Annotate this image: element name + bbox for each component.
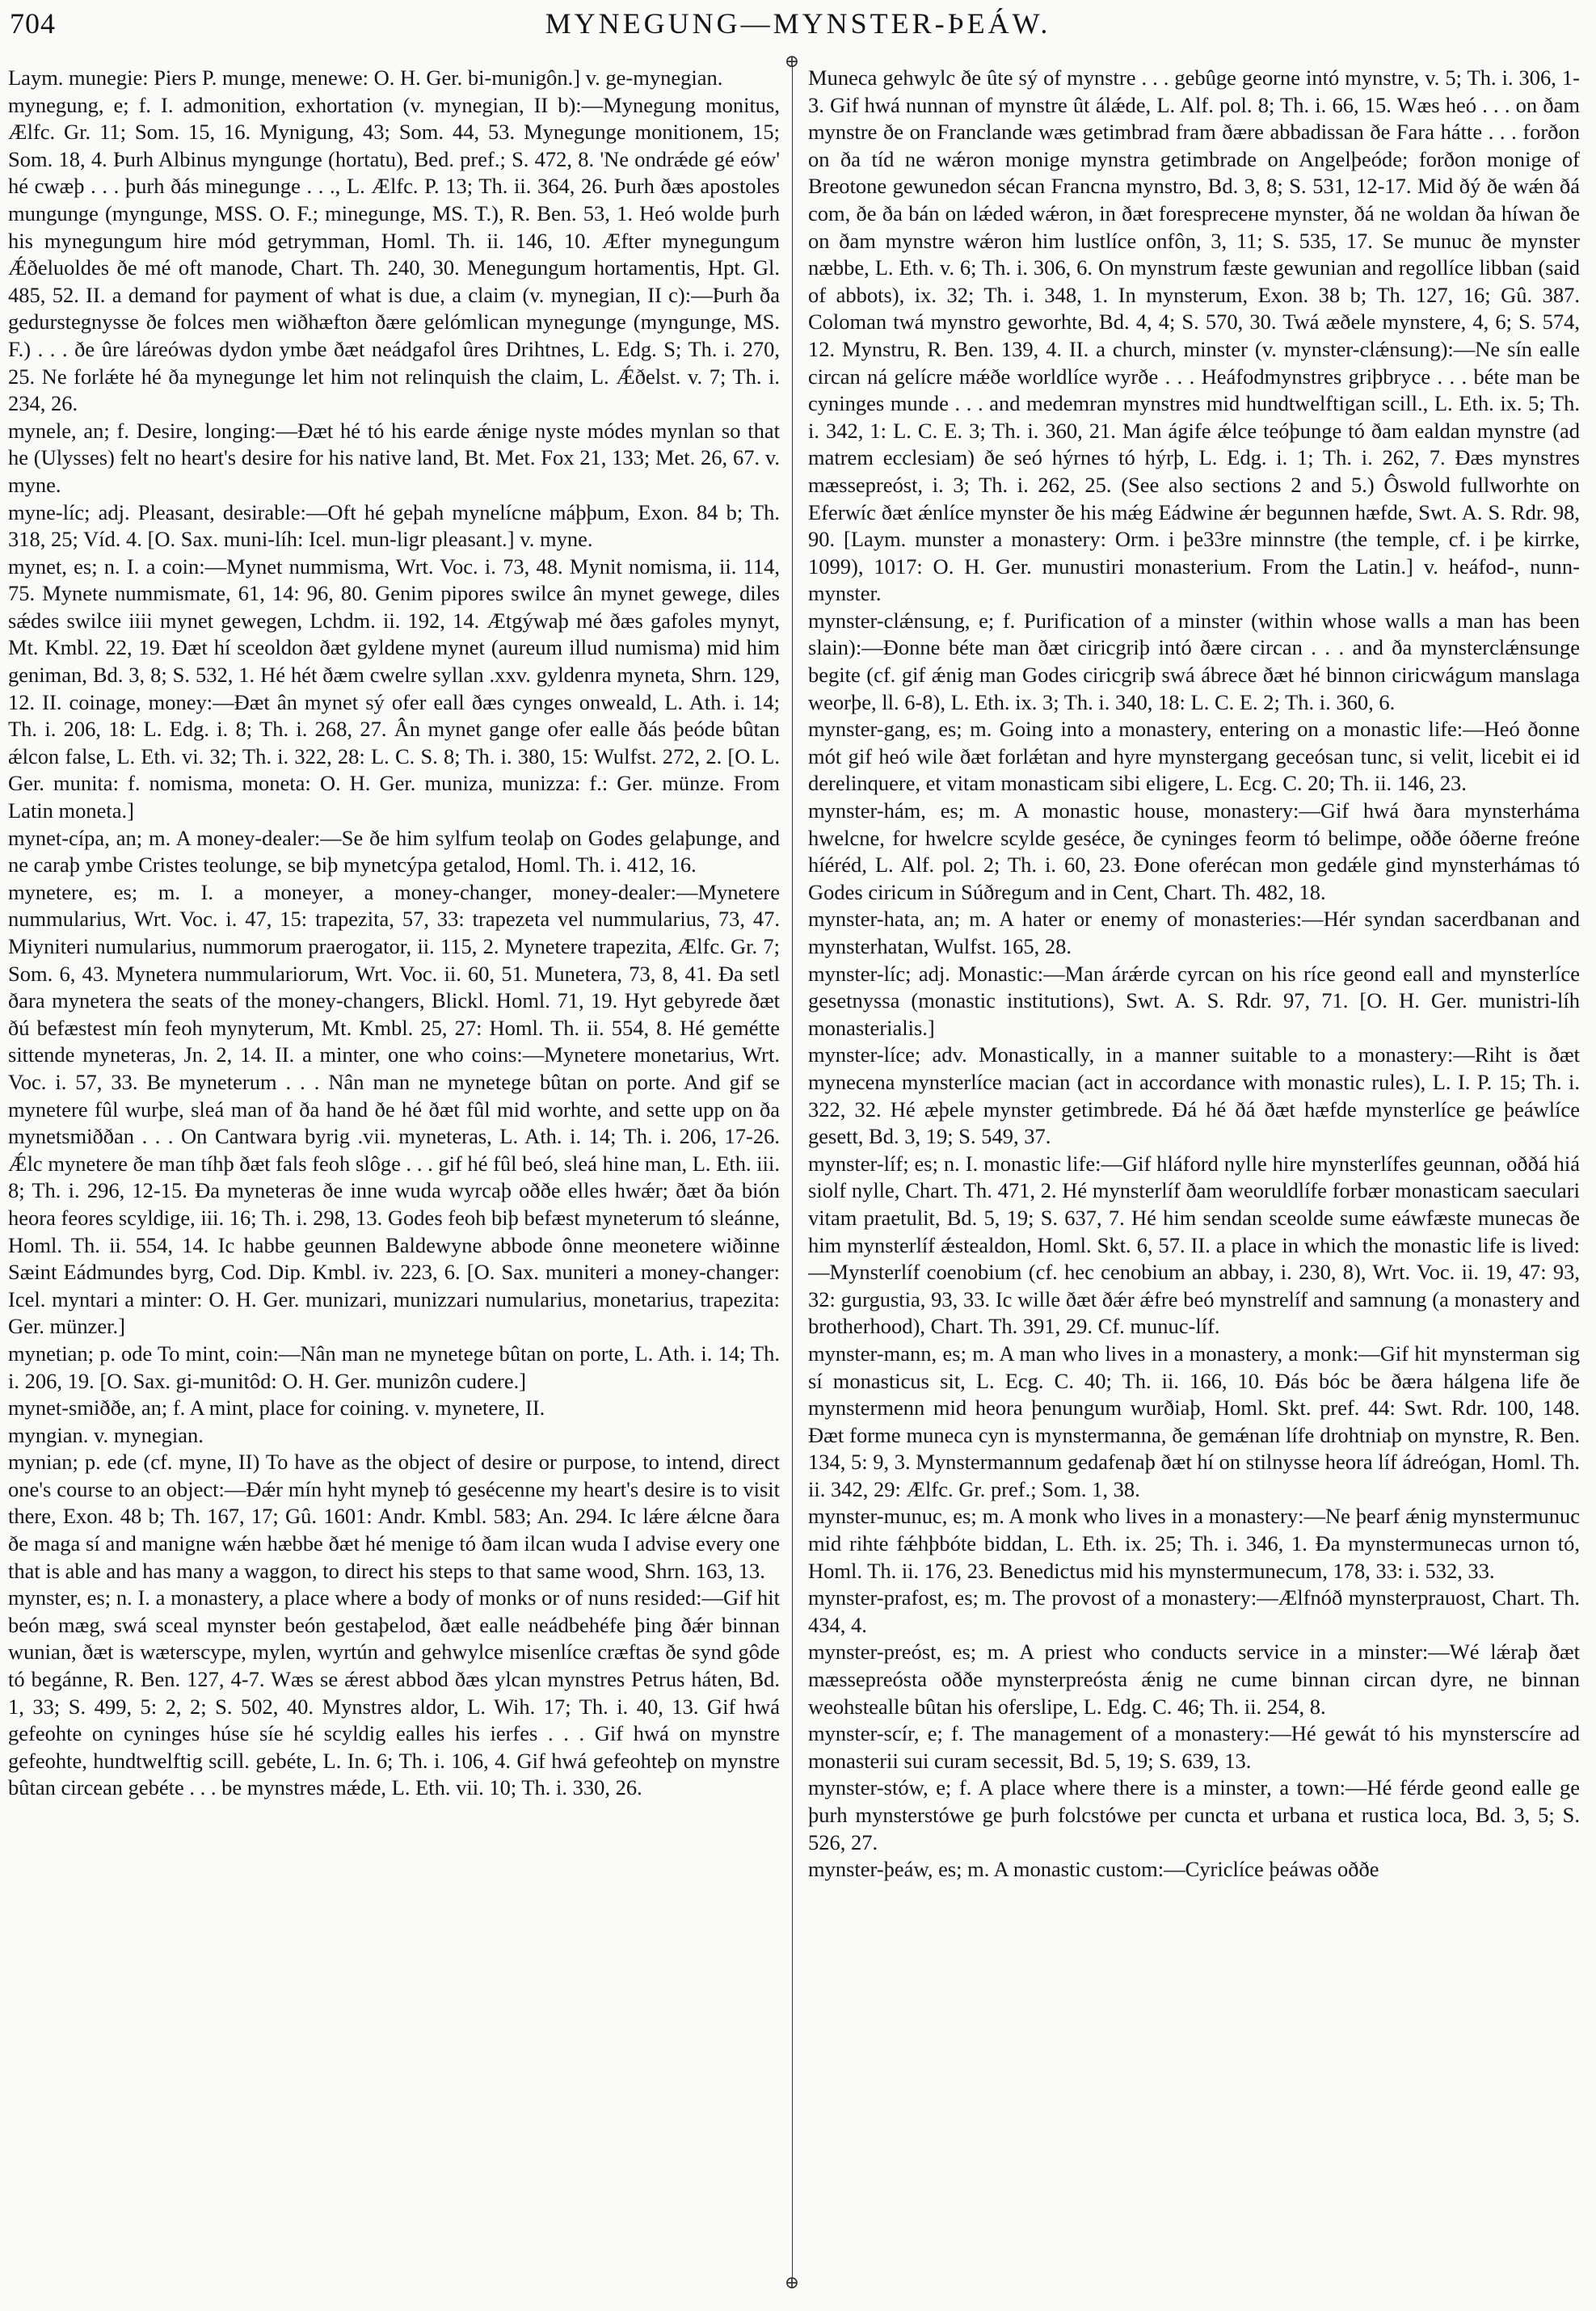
dictionary-entry: myne-líc; adj. Pleasant, desirable:—Oft hé geþah mynelícne máþþum, Exon. 84 b; Th. 318, 25; Víd. 4. [O. Sax. muni-líh: Icel. mun-ligr pleasant.] v. myne. [8, 499, 780, 552]
ornament-bottom-icon: ⊕ [784, 2272, 800, 2292]
dictionary-entry: mynet, es; n. I. a coin:—Mynet nummisma, Wrt. Voc. i. 73, 48. Mynit nomisma, ii. 114, 75. Mynete nummismate, 61, 14: 96, 80. Genim pipores swilce ân mynet gewege, diles sǽdes swilce iiii mynet gewegen, Lchdm. ii. 192, 14. Ætgýwaþ mé ðæs gafoles mynyt, Mt. Kmbl. 22, 19. Ðæt hí sceoldon ðæt gyldene mynet (aureum illud numisma) mid him geniman, Bd. 3, 8; S. 532, 1. Hé hét ðæm cwelre syllan .xxv. gyldenra myneta, Shrn. 129, 12. II. coinage, money:—Ðæt ân mynet sý ofer eall ðæs cynges onweald, L. Ath. i. 14; Th. i. 206, 18: L. Edg. i. 8; Th. i. 268, 27. Ân mynet gange ofer ealle ðás þeóde bûtan ǽlcon false, L. Eth. vi. 32; Th. i. 322, 28: L. C. S. 8; Th. i. 380, 15: Wulfst. 272, 2. [O. L. Ger. munita: f. nomisma, moneta: O. H. Ger. muniza, munizza: f.: Ger. münze. From Latin moneta.] [8, 554, 780, 823]
dictionary-entry: Laym. munegie: Piers P. munge, menewe: O. H. Ger. bi-munigôn.] v. ge-mynegian. [8, 65, 723, 90]
running-head: MYNEGUNG—MYNSTER-ÞEÁW. [545, 7, 1051, 40]
dictionary-entry: mynster-líf; es; n. I. monastic life:—Gif hláford nylle hire mynsterlífes geunnan, oððá hiá siolf nylle, Chart. Th. 471, 2. Hé mynsterlíf ðam weoruldlífe forbær monasticam saeculari vitam praetulit, Bd. 5, 19; S. 637, 7. Hé him sendan sceolde sume eáwfæste munecas ðe him mynsterlíf ǽstealdon, Homl. Skt. 6, 57. II. a place in which the monastic life is lived:—Mynsterlíf coenobium (cf. hec cenobium an abbay, i. 230, 8), Wrt. Voc. ii. 19, 47: 93, 32: gurgustia, 93, 33. Ic wille ðæt ðǽr ǽfre beó mynstrelíf and samnung (a monastery and brotherhood), Chart. Th. 391, 29. Cf. munuc-líf. [808, 1151, 1580, 1339]
ornament-top-icon: ⊕ [784, 51, 800, 71]
left-column [8, 65, 780, 2299]
dictionary-entry: mynster-líce; adv. Monastically, in a manner suitable to a monastery:—Riht is ðæt mynecena mynsterlíce macian (act in accordance with monastic rules), L. I. P. 15; Th. i. 322, 32. Hé æþele mynster getimbrede. Ðá hé ðá ðæt hæfde mynsterlíce ge þeáwlíce gesett, Bd. 3, 19; S. 549, 37. [808, 1042, 1580, 1149]
dictionary-entry: mynster-scír, e; f. The management of a monastery:—Hé gewát tó his mynsterscíre ad monasterii sui curam secessit, Bd. 5, 19; S. 639, 13. [808, 1721, 1580, 1773]
right-column [808, 65, 1580, 2299]
dictionary-entry: mynet-cípa, an; m. A money-dealer:—Se ðe him sylfum teolaþ on Godes gelaþunge, and ne caraþ ymbe Cristes teolunge, se biþ mynetcýpa getalod, Homl. Th. i. 412, 16. [8, 825, 780, 878]
dictionary-entry: mynster-gang, es; m. Going into a monastery, entering on a monastic life:—Heó ðonne mót gif heó wile ðæt forlǽtan and hyre mynstergang geceósan tunc, si velit, licebit ei id derelinquere, et vitam monasticam sibi eligere, L. Ecg. C. 20; Th. ii. 146, 23. [808, 717, 1580, 796]
dictionary-entry: mynetere, es; m. I. a moneyer, a money-changer, money-dealer:—Mynetere nummularius, Wrt. Voc. i. 47, 15: trapezita, 57, 33: trapezeta vel nummularius, 73, 47. Miyniteri numularius, nummorum praerogator, ii. 115, 2. Mynetere trapezita, Ælfc. Gr. 7; Som. 6, 43. Mynetera nummulariorum, Wrt. Voc. ii. 60, 51. Munetera, 73, 8, 41. Ða setl ðara mynetera the seats of the money-changers, Blickl. Homl. 71, 19. Hyt gebyrede ðæt ðú befæstest mín feoh mynyterum, Mt. Kmbl. 25, 27: Homl. Th. ii. 554, 8. Hé gemétte sittende myneteras, Jn. 2, 14. II. a minter, one who coins:—Mynetere monetarius, Wrt. Voc. i. 57, 33. Be myneterum . . . Nân man ne mynetege bûtan on porte. And gif se mynetere fûl wurþe, sleá man of ða hand ðe hé ðæt fûl mid worhte, and sette upp on ða mynetsmiððan . . . On Cantwara byrig .vii. myneteras, L. Ath. i. 14; Th. i. 206, 17-26. Ǽlc mynetere ðe man tíhþ ðæt fals feoh slôge . . . gif hé fûl beó, sleá hine man, L. Eth. iii. 8; Th. i. 296, 12-15. Ða myneteras ðe inne wuda wyrcaþ oððe elles hwǽr; ðæt ða bión heora feores scyldige, iii. 16; Th. i. 298, 13. Godes feoh biþ befæst myneterum tó sleánne, Homl. Th. ii. 554, 14. Ic habbe geunnen Baldewyne abbode ônne meonetere wiðinne Sæint Eádmundes byrg, Cod. Dip. Kmbl. iv. 223, 6. [O. Sax. muniteri a money-changer: Icel. myntari a minter: O. H. Ger. munizari, munizzari numularius, monetarius, trapezita: Ger. münzer.] [8, 879, 780, 1339]
dictionary-entry: mynster-þeáw, es; m. A monastic custom:—Cyriclíce þeáwas oððe [808, 1857, 1379, 1882]
dictionary-entry: myngian. v. mynegian. [8, 1422, 204, 1447]
dictionary-entry: mynster-stów, e; f. A place where there is a minster, a town:—Hé férde geond ealle ge þurh mynsterstówe ge þurh folcstówe per cuncta et urbana et rustica loca, Bd. 3, 5; S. 526, 27. [808, 1775, 1580, 1854]
dictionary-entry: mynster-mann, es; m. A man who lives in a monastery, a monk:—Gif hit mynsterman sig sí monasticus sit, L. Ecg. C. 40; Th. ii. 166, 10. Ðás bóc be ðæra hálgena life ðe mynstermenn mid heora þenungum wurðiaþ, Homl. Skt. pref. 44: Swt. Rdr. 100, 148. Ðæt forme muneca cyn is mynstermanna, ðe gemǽnan lífe drohtniaþ on mynstre, R. Ben. 134, 5: 9, 3. Mynstermannum gedafenaþ ðæt hí on stilnysse heora líf ádreógan, Homl. Th. ii. 342, 29: Ælfc. Gr. pref.; Som. 1, 38. [808, 1341, 1580, 1501]
column-divider [792, 65, 793, 2279]
dictionary-entry: Muneca gehwylc ðe ûte sý of mynstre . . . gebûge georne intó mynstre, v. 5; Th. i. 306, 1-3. Gif hwá nunnan of mynstre ût álǽde, L. Alf. pol. 8; Th. i. 66, 15. Wæs heó . . . on ðam mynstre ðe on Franclande wæs getimbrad fram ðære abbadissan ðe Fara hátte . . . forðon on ða tíd ne wǽron monige mynstra getimbrade on Angelþeóde; forðon monige of Breotone gewunedon sécan Francna mynstro, Bd. 3, 8; S. 531, 12-17. Mid ðý ðe wǽn ðá com, ðe ða bán on lǽded wǽron, in ðæt forespreceне mynster, ðá ne woldan ða híwan ðe on ðam mynstre wǽron him lustlíce onfôn, 3, 11; S. 535, 17. Se munuc ðe mynster næbbe, L. Eth. v. 6; Th. i. 306, 6. On mynstrum fæste gewunian and regollíce libban (said of abbots), ix. 32; Th. i. 348, 1. In mynsterum, Exon. 38 b; Th. 127, 16; Gû. 387. Coloman twá mynstro geworhte, Bd. 4, 4; S. 570, 30. Twá æðele mynstere, 4, 6; S. 574, 12. Mynstru, R. Ben. 139, 4. II. a church, minster (v. mynster-clǽnsung):—Ne sín ealle circan ná gelícre mǽðe worldlíce wyrðe . . . Heáfodmynstres griþbryce . . . béte man be cyninges munde . . . and medemran mynstres mid hundtwelftigan scill., L. Eth. ix. 5; Th. i. 342, 1: L. C. E. 3; Th. i. 360, 21. Man ágife ǽlce teóþunge tó ðam ealdan mynstre (ad matrem ecclesiam) ðe seó hýrnes tó hýrþ, L. Edg. i. 1; Th. i. 262, 7. Ðæs mynstres mæssepreóst, i. 3; Th. i. 262, 25. (See also sections 2 and 5.) Ôswold fullworhte on Eferwíc ðæt ǽnlíce mynster ðe his mǽg Eádwine ǽr begunnen hæfde, Swt. A. S. Rdr. 98, 90. [Laym. munster a monastery: Orm. i þe33re minnstre (the temple, cf. i þe kirrke, 1099), 1017: O. H. Ger. munustiri monasterium. From the Latin.] v. heáfod-, nunn-mynster. [808, 65, 1580, 606]
dictionary-entry: mynster-hám, es; m. A monastic house, monastery:—Gif hwá ðara mynsterháma hwelcne, for hwelcre scylde geséce, ðe cyninges feorm tó belimpe, oððe óðerne freóne híéréd, L. Alf. pol. 2; Th. i. 60, 23. Ðone oferécan mon gedǽle gind mynsterhámas tó Godes ciricum in Súðregum and in Cent, Chart. Th. 482, 18. [808, 798, 1580, 904]
dictionary-entry: mynster-líc; adj. Monastic:—Man árǽrde cyrcan on his ríce geond eall and mynsterlíce gesetnyssa (monastic institutions), Swt. A. S. Rdr. 97, 71. [O. H. Ger. munistri-líh monasterialis.] [808, 961, 1580, 1040]
page-number: 704 [10, 7, 56, 40]
dictionary-entry: mynian; p. ede (cf. myne, II) To have as the object of desire or purpose, to intend, direct one's course to an object:—Ðǽr mín hyht myneþ tó gesécenne my heart's desire is to visit there, Exon. 48 b; Th. 167, 17; Gû. 1601: Andr. Kmbl. 583; An. 294. Ic lǽre ǽlcne ðara ðe maga sí and manigne wǽn hæbbe ðæt hé menige tó ðam ilcan wuda I advise every one that is able and has many a waggon, to direct his steps to that same wood, Shrn. 163, 13. [8, 1450, 780, 1583]
dictionary-entry: mynster, es; n. I. a monastery, a place where a body of monks or of nuns resided:—Gif hit beón mæg, swá sceal mynster beón gestaþelod, ðæt ealle neádbehéfe þing ðǽr binnan wunian, ðæt is wæterscype, mylen, wyrtún and gehwylce misenlíce cræftas ðe synd gôde tó begánne, R. Ben. 127, 4-7. Wæs se ǽrest abbod ðæs ylcan mynstres Petrus háten, Bd. 1, 33; S. 499, 5: 2, 2; S. 502, 40. Mynstres aldor, L. Wih. 17; Th. i. 40, 13. Gif hwá gefeohte on cyninges húse síe hé scyldig ealles his ierfes . . . Gif hwá on mynstre gefeohte, hundtwelftig scill. gebéte, L. In. 6; Th. i. 106, 4. Gif hwá gefeohteþ on mynstre bûtan circean gebéte . . . be mynstres mǽde, L. Eth. vii. 10; Th. i. 330, 26. [8, 1585, 780, 1800]
dictionary-entry: mynster-preóst, es; m. A priest who conducts service in a minster:—Wé lǽraþ ðæt mæssepreósta oððe mynsterpreósta ǽnig ne cume binnan circan dyre, ne binnan weohstealle bûtan his oferslipe, L. Edg. C. 46; Th. ii. 254, 8. [808, 1640, 1580, 1719]
dictionary-entry: mynster-hata, an; m. A hater or enemy of monasteries:—Hér syndan sacerdbanan and mynsterhatan, Wulfst. 165, 28. [808, 907, 1580, 958]
dictionary-entry: mynetian; p. ode To mint, coin:—Nân man ne mynetege bûtan on porte, L. Ath. i. 14; Th. i. 206, 19. [O. Sax. gi-munitôd: O. H. Ger. munizôn cudere.] [8, 1341, 780, 1393]
dictionary-entry: mynele, an; f. Desire, longing:—Ðæt hé tó his earde ǽnige nyste módes mynlan so that he (Ulysses) felt no heart's desire for his native land, Bt. Met. Fox 21, 133; Met. 26, 67. v. myne. [8, 418, 780, 497]
dictionary-entry: mynet-smiððe, an; f. A mint, place for coining. v. mynetere, II. [8, 1395, 545, 1421]
dictionary-entry: mynster-prafost, es; m. The provost of a monastery:—Ælfnóð mynsterprauost, Chart. Th. 434, 4. [808, 1585, 1580, 1637]
dictionary-entry: mynster-clǽnsung, e; f. Purification of a minster (within whose walls a man has been slain):—Ðonne béte man ðæt ciricgriþ intó ðære circan . . . and ða mynsterclǽnsunge begite (cf. gif ǽnig man Godes ciricgriþ swá ábrece ðæt hé binnon ciricwágum manslaga weorþe, ll. 6-8), L. Eth. ix. 3; Th. i. 340, 18: L. C. E. 2; Th. i. 360, 6. [808, 608, 1580, 714]
dictionary-entry: mynster-munuc, es; m. A monk who lives in a monastery:—Ne þearf ǽnig mynstermunuc mid rihte fǽhþbóte biddan, L. Eth. ix. 25; Th. i. 346, 1. Ða mynstermunecas urnon tó, Homl. Th. ii. 176, 23. Benedictus mid his mynstermunecum, 178, 33: i. 532, 33. [808, 1504, 1580, 1583]
dictionary-entry: mynegung, e; f. I. admonition, exhortation (v. mynegian, II b):—Mynegung monitus, Ælfc. Gr. 11; Som. 15, 16. Mynigung, 43; Som. 44, 53. Mynegunge monitionem, 15; Som. 18, 4. Þurh Albinus myngunge (hortatu), Bed. pref.; S. 472, 8. 'Ne ondrǽde gé eów' hé cwæþ . . . þurh ðás minegunge . . ., L. Ælfc. P. 13; Th. ii. 364, 26. Þurh ðæs apostoles mungunge (myngunge, MSS. O. F.; minegunge, MS. T.), R. Ben. 53, 1. Heó wolde þurh his mynegungum hire mód getrymman, Homl. Th. ii. 146, 10. Æfter mynegungum Ǽðeluoldes ðe mé oft manode, Chart. Th. 240, 30. Menegungum hortamentis, Hpt. Gl. 485, 52. II. a demand for payment of what is due, a claim (v. mynegian, II c):—Þurh ða gedurstegnysse ðe folces men wiðhæfton ðære gelómlican mynegunge (myngunge, MS. F.) . . . ðe ûre láreówas dydon ymbe ðæt neádgafol ûres Drihtnes, L. Edg. S; Th. i. 270, 25. Ne forlǽte hé ða mynegunge let him not relinquish the claim, L. Ǽðelst. v. 7; Th. i. 234, 26. [8, 92, 780, 416]
